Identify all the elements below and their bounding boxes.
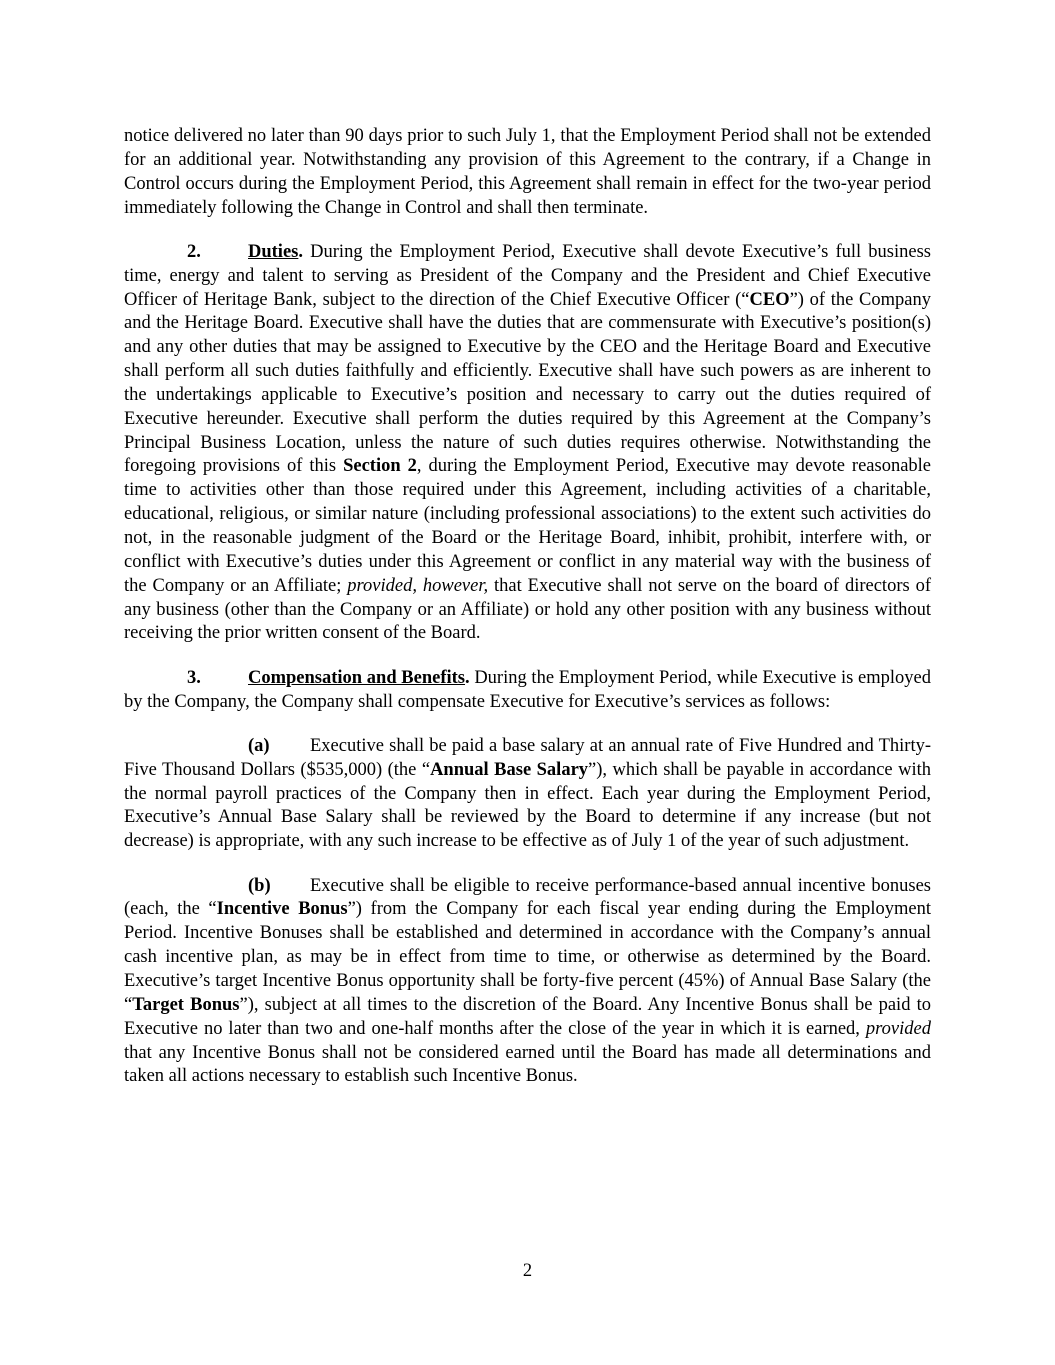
section-text: that Executive shall not serve on the board of directors of any business (other than the Company or an Affiliate) or hold any other position with any business without receiving the prior written consent of the Board.: [124, 575, 931, 644]
proviso-text: provided, however,: [347, 575, 489, 596]
defined-term-annual-base-salary: Annual Base Salary: [430, 759, 589, 780]
section-heading: Duties: [248, 241, 299, 262]
section-heading: Compensation and Benefits: [248, 667, 466, 688]
section-2-duties: [124, 241, 931, 646]
section-text: ”) of the Company and the Heritage Board. Executive shall have the duties that are commensurate with Executive’s position(s) and any other duties that may be assigned to Executive by the CEO and the Heritage Board and Executive shall perform all such duties faithfully and efficiently. Executive shall have such powers as are inherent to the undertakings applicable to Executive’s position and necessary to carry out the duties required of Executive hereunder. Executive shall perform the duties required by this Agreement at the Company’s Principal Business Location, unless the nature of such duties requires otherwise. Notwithstanding the foregoing provisions of this: [124, 289, 931, 477]
section-3-compensation: [124, 667, 931, 715]
subsection-3a-base-salary: [124, 735, 931, 854]
document-page: [124, 125, 931, 1110]
section-text: , during the Employment Period, Executive may devote reasonable time to activities other than those required under this Agreement, including activities of a charitable, educational, religious, or similar nature (including professional associations) to the extent such activities do not, in the reasonable judgment of the Board or the Heritage Board, inhibit, prohibit, interfere with, or conflict with Executive’s duties under this Agreement or conflict in any material way with the business of the Company or an Affiliate;: [124, 456, 932, 596]
page-number: 2: [522, 1261, 533, 1281]
section-text: During the Employment Period, Executive shall devote Executive’s full business time, energy and talent to serving as President of the Company and the President and Chief Executive Officer of Heritage Bank, subject to the direction of the Chief Executive Officer (“: [124, 241, 931, 310]
defined-term-ceo: CEO: [749, 289, 790, 310]
section-number: 3.: [187, 667, 201, 688]
paragraph-employment-period-continued: [124, 125, 931, 220]
heading-punct: .: [298, 241, 303, 262]
defined-term-target-bonus: Target Bonus: [132, 994, 240, 1015]
heading-punct: .: [465, 667, 470, 688]
subsection-3b-incentive-bonus: [124, 875, 931, 1090]
subsection-text: Executive shall be eligible to receive performance-based annual incentive bonuses (each, the “: [124, 875, 931, 920]
proviso-text: provided: [865, 1018, 931, 1039]
subsection-text: ”), subject at all times to the discretion of the Board. Any Incentive Bonus shall be paid to Executive no later than two and one-half months after the close of the year in which it is earned,: [124, 994, 931, 1039]
subsection-text: ”) from the Company for each fiscal year ending during the Employment Period. Incentive Bonuses shall be established and determined in accordance with the Company’s annual cash incentive plan, as may be in effect from time to time, or otherwise as determined by the Board. Executive’s target Incentive Bonus opportunity shall be forty-five percent (45%) of Annual Base Salary (the “: [124, 899, 932, 1015]
section-text: During the Employment Period, while Executive is employed by the Company, the Company shall compensate Executive for Executive’s services as follows:: [124, 667, 931, 712]
defined-term-incentive-bonus: Incentive Bonus: [216, 899, 348, 920]
section-number: 2.: [187, 241, 201, 262]
subsection-label: (b): [248, 875, 271, 896]
subsection-text: that any Incentive Bonus shall not be considered earned until the Board has made all determinations and taken all actions necessary to establish such Incentive Bonus.: [124, 1042, 931, 1087]
paragraph-text: notice delivered no later than 90 days prior to such July 1, that the Employment Period shall not be extended for an additional year. Notwithstanding any provision of this Agreement to the contrary, if a Change in Control occurs during the Employment Period, this Agreement shall remain in effect for the two-year period immediately following the Change in Control and shall then terminate.: [124, 126, 931, 218]
subsection-text: Executive shall be paid a base salary at an annual rate of Five Hundred and Thirty-Five Thousand Dollars ($535,000) (the “: [124, 735, 931, 780]
subsection-text: ”), which shall be payable in accordance with the normal payroll practices of the Company then in effect. Each year during the Employment Period, Executive’s Annual Base Salary shall be reviewed by the Board to determine if any increase (but not decrease) is appropriate, with any such increase to be effective as of July 1 of the year of such adjustment.: [124, 759, 931, 852]
subsection-label: (a): [248, 735, 270, 756]
section-reference: Section 2: [343, 456, 417, 477]
